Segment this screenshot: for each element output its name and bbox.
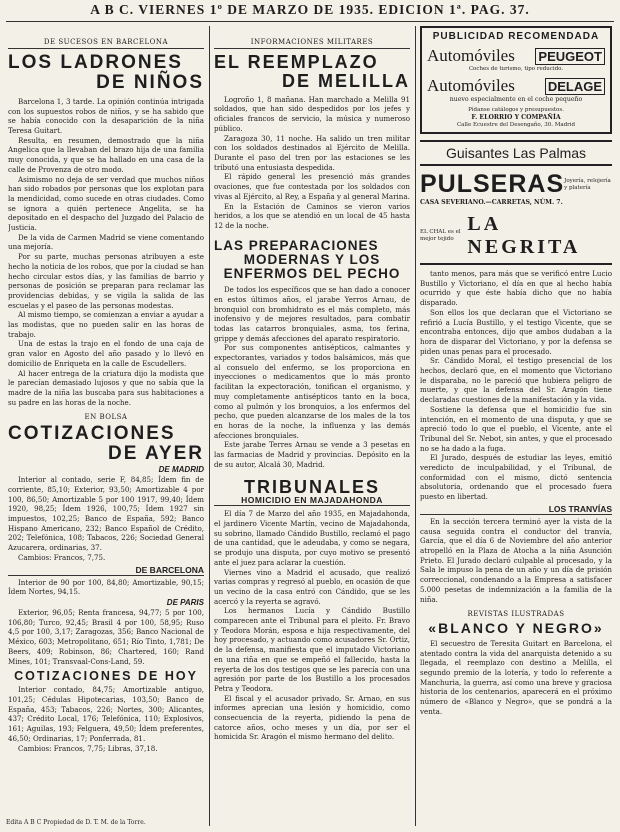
article-blanco-y-negro — [420, 639, 612, 717]
column-rule-1 — [209, 26, 210, 826]
subhead-paris: DE PARIS — [166, 597, 204, 607]
headline-reemplazo-2: DE MELILLA — [282, 70, 410, 91]
brand-peugeot: PEUGEOT — [535, 48, 605, 65]
column-3 — [420, 26, 612, 814]
paragraph: Por su parte, muchas personas atribuyen a este hecho la noticia de los robos, que por la ciudad se han hecho circular estos días, y las familias de barrio y personas de posición se preparan para reclamar las providencias debidas, y se vigila la salida de las escuelas y el paseo de las personas modestas. — [8, 252, 204, 310]
paragraph: Asimismo no deja de ser verdad que muchos niños han sido robados por personas que los explotan para la mendicidad, como sucede en otras ciudades. Como se ignora a quién pertenece Angelita, se ha depositado en el despacho del Juzgado del Palacio de Justicia. — [8, 174, 204, 233]
paragraph: Los hermanos Lucía y Cándido Bustillo comparecen ante el Tribunal para el pleito. Fr. Bravo y Teodora Morán, esposa e hija respectivamente, del hoy procesado, y actuando como acusadores Sr. Ortiz, de la defensa, manifiesta que el imputado Victoriano en una riña en que se empeñó el fallecido, hasta la reyerta de los dos testigos que se les parecía con una agresión por parte de los Bustillo a los procesados Petra y Teodora. — [214, 606, 410, 693]
paragraph: En la sección tercera terminó ayer la vista de la causa seguida contra el conductor del tranvía, García, que el día 6 de Noviembre del año anterior atropelló en la Plaza de Atocha a la niña Asunción Prieto. El Jurado declaró culpable al procesado, y la Sala le impuso la pena de un año y un día de prisión correccional, condenando a la Empresa a satisfacer 5.000 pesetas de indemnización a la familia de la niña. — [420, 516, 612, 604]
header-rule — [6, 21, 614, 22]
paragraph: El fiscal y el acusador privado, Sr. Arnao, en sus informes aprecian una lesión y homicidio, como consecuencia de la reyerta, pidiendo la pena de catorce años, ocho meses y un día, por ser el homicida Sr. Aragón el mismo hermano del delito. — [214, 693, 410, 742]
page-footer: Edita A B C Propiedad de D. T. M. de la Torre. — [6, 819, 146, 826]
ad-delage — [427, 76, 605, 96]
headline-preparaciones-1: LAS PREPARACIONES — [214, 237, 379, 253]
paragraph: Sostiene la defensa que el homicidio fue sin intención, en el momento de una disputa, y que se apreció todo lo que el pueblo, el Vicente, ante el Tribunal del Sr. Nebot, sin antes, y que el procesado no se ha dado a la fuga. — [420, 404, 612, 453]
paragraph: Una de estas la trajo en el fondo de una caja de gran valor en Agosto del año pasado y lo llevó en domicilio de Enriqueta en la calle de Escudellers. — [8, 339, 204, 368]
paragraph: Barcelona 1, 3 tarde. La opinión continúa intrigada con los supuestos robos de niños, y se ha sabido que se había conocido con la desaparición de la niña Teresa Guitart. — [8, 96, 204, 135]
quotes-madrid — [8, 475, 204, 562]
headline-cotizaciones: COTIZACIONES — [8, 423, 176, 445]
headline-preparaciones-2: MODERNAS Y LOS ENFERMOS DEL PECHO — [223, 251, 401, 281]
article-tribunales — [214, 509, 410, 742]
subhead-tranvias: LOS TRANVÍAS — [420, 504, 612, 515]
headline-cotizaciones-hoy: COTIZACIONES DE HOY — [14, 669, 198, 684]
section-kicker-militares: INFORMACIONES MILITARES — [214, 38, 410, 49]
column-rule-2 — [415, 26, 416, 826]
headline-reemplazo-1: EL REEMPLAZO — [214, 52, 379, 72]
ad-agent-name: F. ELORRIO Y COMPAÑÍA — [471, 114, 561, 121]
headline-ladrones-1: LOS LADRONES — [8, 52, 183, 73]
paragraph: Exterior, 96,05; Renta francesa, 94,77; 5 por 100, 106,80; Turco, 92,45; Brasil 4 por 100, 58,95; Ruso 4,5 por 100, 3,17; Zaragozas, 356; Banco Nacional de México, 603; Metropolitano, 651; Río Tinto, 1,781; De Beers, 409; Robinson, 86; Chartered, 160; Rand Mines, 101; Transvaal-Cons-Land, 59. — [8, 607, 204, 666]
paragraph: De todos los específicos que se han dado a conocer en estos últimos años, el jarabe Yerros Arnau, de bronquiol con bromhidrato es el más completo, más inofensivo y de mejores resultados, para combatir todas las catarros bronquiales, asma, tos ferina, grippe y demás afecciones del aparato respiratorio. — [214, 285, 410, 343]
quotes-paris — [8, 608, 204, 666]
subhead-madrid: DE MADRID — [158, 465, 204, 475]
pulseras-side: Joyería, relojería y platería — [564, 177, 611, 191]
paragraph: Cambios: Francos, 7,75; Libras, 37,18. — [18, 743, 158, 753]
paragraph: De la vida de Carmen Madrid se viene comentando una mejoría. — [8, 232, 204, 252]
paragraph: Resulta, en resumen, demostrado que la niña Angelica que la llevaban del brazo hija de una familia muy conocida, y que se ha hallado en una casa de la calle de Provenza de otro modo. — [8, 135, 204, 174]
article-preparaciones — [214, 285, 410, 469]
ad-peugeot-sub: Coches de turismo, tipo reducido. — [468, 66, 564, 72]
section-kicker-bolsa: EN BOLSA — [84, 413, 128, 422]
headline-ladrones-2: DE NIÑOS — [96, 71, 204, 93]
ad-box-automoviles — [420, 26, 612, 134]
ad-word: Automóviles — [427, 76, 515, 95]
ad-agent-address: Calle Ecuestre del Desengaño, 30. Madrid — [456, 122, 576, 128]
paragraph: tanto menos, para más que se verificó entre Lucio Bustillo y Victoriano, el día en que al hecho había ocurrido y que éste había dicho que no había disparado. — [420, 269, 612, 308]
section-kicker: DE SUCESOS EN BARCELONA — [8, 38, 204, 49]
paragraph: El secuestro de Teresita Guitart en Barcelona, el atentado contra la vida del anarquista detenido a su llegada, el reemplazo con destino a Melilla, el segundo premio de la lotería, y todo lo referente a Manchuria, la guerra, así como una breve y graciosa historia de los centenarios, aparecerá en el próximo número de «Blanco y Negro», que se pondrá a la venta. — [420, 638, 612, 716]
paragraph: Sr. Cándido Moral, el testigo presencial de los hechos, declaró que, en el momento que Victoriano le disparaba, no le pareció que hubiera peligro de muerte, y que la defensa del Sr. Aragón tiene declaradas cuestiones de la manifestación y la vida. — [420, 356, 612, 405]
ad-section-title: PUBLICIDAD RECOMENDADA — [432, 31, 600, 42]
paragraph: Al mismo tiempo, se comienzan a enviar a ayudar a las modistas, que no pueden salir en las horas de trabajo. — [8, 310, 204, 339]
headline-tribunales: TRIBUNALES — [244, 476, 380, 497]
section-kicker-revistas: REVISTAS ILUSTRADAS — [467, 610, 565, 619]
article-ladrones — [8, 97, 204, 408]
ad-agent-intro: Pídanse catálogos y presupuestos. — [468, 107, 564, 113]
paragraph: Son ellos los que declaran que el Victoriano se refirió a Lucía Bustillo, y el testigo Vicente, que se encontraba entonces, dijo que ambos dudaban a la hora de disparar del Victoriano, y por la defensa se piden unas penas para el procesado. — [420, 307, 612, 356]
article-tranvias — [420, 517, 612, 604]
subhead-barcelona: DE BARCELONA — [8, 565, 204, 576]
ad-pulseras — [420, 170, 612, 199]
ad-word: Automóviles — [427, 46, 515, 65]
paragraph: Viernes vino a Madrid el acusado, que realizó varias compras y regresó al pueblo, en ocasión de que un vecino de la casa entró con Cándido, que se les acercó y la reyerta se agravó. — [214, 567, 410, 606]
ad-guisantes: Guisantes Las Palmas — [420, 140, 612, 166]
subhead-homicidio: HOMICIDIO EN MAJADAHONDA — [214, 496, 410, 506]
negrita-word: LA NEGRITA — [467, 213, 581, 258]
paragraph: Por sus componentes antisépticos, calmantes y expectorantes, variados y todos balsámicos, más que al consuelo del enfermo, se los proporciona en inyecciones o medicamentos que lo más pronto facilitan la expectoración, tonifican el organismo, y muy completamente antisépticos tanto en la boca, como al pulmón y los bronquios, a los enfermos del pecho, que pueden alcanzarse de los males de la tos en horas de la noche, la influenza y las demás afecciones bronquiales. — [214, 343, 410, 440]
paragraph: Interior al contado, serie F, 84,85; Ídem fin de corriente, 85,10; Exterior, 93,50; Amortizable 4 por 100, 86,50; Amortizable 5 por 100 1917, 99,40; Ídem 1920, 98,25; Ídem 1926, 100,75; Ídem 1927 sin impuestos, 102,25; Banco de España, 592; Banco Hispano Americano, 232; Banco Español de Crédito, 202; Telefónica, 108; Tabacos, 226; Sociedad General Azucarera, ordinarias, 37. — [8, 475, 204, 553]
ad-delage-sub: nuevo especialmente en el coche pequeño — [449, 96, 583, 103]
paragraph: Logroño 1, 8 mañana. Han marchado a Melilla 91 soldados, que han sido despedidos por los jefes y oficiales francos de servicio, la música y numeroso público. — [214, 94, 410, 133]
article-reemplazo — [214, 95, 410, 231]
paragraph: El Jurado, después de estudiar las leyes, emitió veredicto de inculpabilidad, y el Tribunal, de conformidad con el mismo, dictó sentencia absolutoria, ordenando que el procesado fuera puesto en libertad. — [420, 453, 612, 502]
paragraph: El rápido general les presenció más grandes ovaciones, que fue contestada por los soldados con vivas al Ejército, al Rey, a España y al general Marina. — [214, 172, 410, 201]
pulseras-word: PULSERAS — [420, 170, 565, 198]
paragraph: Al hacer entrega de la criatura dijo la modista que le parecían demasiado lujosos y que no sabía que la madre de la niña las buscaba para sus habitaciones a su padre en las horas de la noche. — [8, 368, 204, 407]
paragraph: En la Estación de Caminos se vieron varios heridos, a los que se atendió en un local de 45 hasta 12 de la noche. — [214, 201, 410, 230]
pulseras-address: CASA SEVERIANO.—CARRETAS, NÚM. 7. — [420, 199, 563, 206]
article-tribunales-cont — [420, 269, 612, 502]
brand-delage: DELAGE — [545, 78, 605, 95]
ad-negrita — [420, 213, 612, 265]
headline-de-ayer: DE AYER — [107, 443, 204, 465]
quotes-hoy — [8, 685, 204, 753]
column-2 — [214, 38, 410, 814]
paragraph: Interior contado, 84,75; Amortizable antiguo, 101,25; Cédulas Hipotecarias, 103,50; Banco de España, 453; Tabacos, 226; Nortes, 300; Alicantes, 437; Crédito Local, 176; Telefónica, 110; Explosivos, 161; Aguilas, 193; Felguera, 49,50; Ídem preferentes, 46,50; Ordinarias, 17; Ponferrada, 81. — [8, 685, 204, 743]
paragraph: Cambios: Francos, 7,75. — [18, 552, 106, 562]
ad-peugeot — [427, 46, 605, 66]
paragraph: El día 7 de Marzo del año 1935, en Majadahonda, el jardinero Vicente Martín, vecino de Majadahonda, su sobrino, llamado Cándido Bustillo, reclamó el pago de una cantidad, que le adeudaba, y como se negara, se produjo una disputa, por cuyo motivo se presentó ante el juez para aclarar la cuestión. — [214, 509, 410, 567]
paragraph: Interior de 90 por 100, 84,80; Amortizable, 90,15; Ídem Nortes, 94,15. — [8, 577, 204, 597]
page-header: A B C. VIERNES 1º DE MARZO DE 1935. EDICION 1ª. PAG. 37. — [90, 2, 530, 17]
paragraph: Este jarabe Terres Arnau se vende a 3 pesetas en las farmacias de Madrid y provincias. Depósito en la de su autor, Alcalá 30, Madrid. — [214, 440, 410, 469]
paragraph: Zaragoza 30, 11 noche. Ha salido un tren militar con los soldados destinados al Ejército de Melilla. Durante el paso del tren por las estaciones se les tributó una entusiasta despedida. — [214, 133, 410, 172]
column-1 — [8, 38, 204, 814]
quotes-barcelona — [8, 578, 204, 597]
chal-label: EL CHAL es el mejor tejido — [420, 229, 461, 242]
headline-blanco-y-negro: «BLANCO Y NEGRO» — [428, 620, 604, 637]
